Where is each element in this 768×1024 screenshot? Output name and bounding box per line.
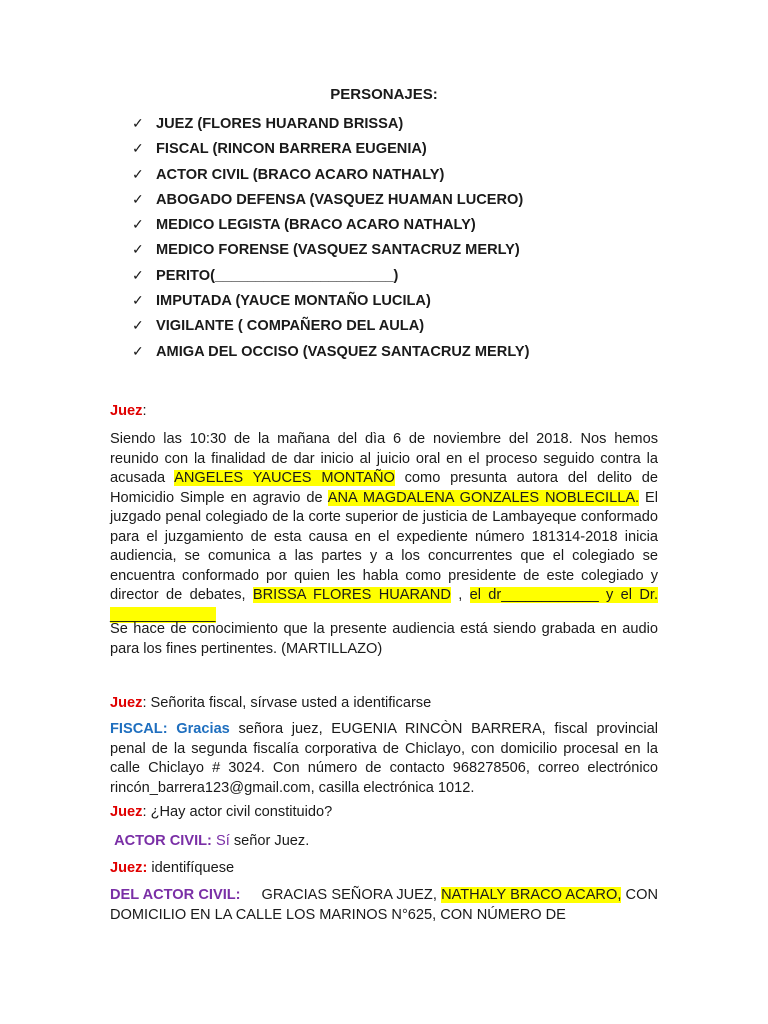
speaker-label: Juez: [110, 695, 143, 711]
check-icon: ✓: [132, 190, 144, 207]
cast-entry: AMIGA DEL OCCISO (VASQUEZ SANTACRUZ MERLY): [156, 343, 530, 360]
list-item: [132, 290, 530, 315]
dialogue-line: [110, 832, 658, 852]
cast-entry: JUEZ (FLORES HUARAND BRISSA): [156, 116, 404, 132]
highlight-name: BRISSA FLORES HUARAND: [252, 587, 451, 603]
check-icon: ✓: [132, 241, 144, 258]
cast-entry: IMPUTADA (YAUCE MONTAÑO LUCILA): [156, 293, 431, 310]
text: GRACIAS SEÑORA JUEZ,: [240, 887, 442, 903]
speaker-label: Juez:: [110, 860, 148, 876]
check-icon: ✓: [132, 140, 144, 157]
check-icon: ✓: [132, 342, 144, 359]
cast-entry: FISCAL (RINCON BARRERA EUGENIA): [156, 141, 427, 158]
list-item: [132, 341, 530, 366]
colon: :: [235, 887, 241, 903]
check-icon: ✓: [132, 292, 144, 309]
cast-entry: VIGILANTE ( COMPAÑERO DEL AULA): [156, 318, 425, 335]
speaker-heading-juez: [110, 402, 658, 422]
list-item: [132, 214, 530, 239]
colon: :: [142, 403, 147, 419]
cast-entry: PERITO(______________________): [156, 267, 399, 284]
dialogue-line: [110, 803, 658, 823]
check-icon: ✓: [132, 266, 144, 283]
dialogue-line: [110, 859, 658, 879]
recording-notice-paragraph: Se hace de conocimiento que la presente audiencia está siendo grabada en audio para los fines pertinentes. (MARTILLAZO): [110, 621, 658, 657]
check-icon: ✓: [132, 165, 144, 182]
list-item: [132, 315, 530, 340]
text: Gracias: [176, 721, 230, 737]
cast-entry: ABOGADO DEFENSA (VASQUEZ HUAMAN LUCERO): [156, 191, 524, 208]
text: identifíquese: [147, 860, 235, 876]
colon: :: [142, 804, 147, 820]
check-icon: ✓: [132, 317, 144, 334]
text: El juzgado penal colegiado de la corte superior de justicia de Lambayeque conformado para el juzgamiento de esta causa en el expediente número 181314-2018 inicia audiencia, se comunica a las partes y a los concurrentes que el colegiado se encuentra conformado por quien les habla como presidente de este colegiado y director de debates,: [110, 489, 658, 603]
colon: :: [207, 833, 212, 849]
judge-opening-paragraph: [110, 430, 658, 625]
cast-list: [132, 113, 530, 366]
speaker-label: Juez: [110, 403, 143, 419]
text: ¿Hay actor civil constituido?: [150, 804, 333, 820]
text: ,: [450, 587, 470, 603]
list-item: [132, 164, 530, 189]
check-icon: ✓: [132, 216, 144, 233]
text: CON DOMICILIO EN LA CALLE LOS MARINOS N°625, CON NÚMERO DE: [110, 887, 658, 923]
dialogue-line: [110, 694, 658, 714]
highlight-name: ANA MAGDALENA GONZALES NOBLECILLA.: [327, 489, 640, 506]
cast-entry: MEDICO LEGISTA (BRACO ACARO NATHALY): [156, 217, 476, 234]
text: señora juez, EUGENIA RINCÒN BARRERA, fiscal provincial penal de la segunda fiscalía corporativa de Chiclayo, con domicilio procesal en la calle Chiclayo # 3024. Con número de contacto 968278506, correo electrónico rincón_barrera123@gmail.com, casilla electrónica 1012.: [110, 721, 658, 796]
dialogue-line-fiscal: [110, 720, 658, 798]
dialogue-line-actor-civil: [110, 886, 658, 925]
list-item: [132, 265, 530, 290]
check-icon: ✓: [132, 115, 144, 131]
cast-entry: MEDICO FORENSE (VASQUEZ SANTACRUZ MERLY): [156, 242, 520, 259]
highlight-blank: el dr____________ y el Dr. _____________: [110, 587, 658, 623]
highlight-name: ANGELES YAUCES MONTAÑO: [174, 470, 395, 486]
list-item: [132, 239, 530, 264]
page-title: PERSONAJES:: [330, 86, 438, 103]
speaker-label: Juez: [110, 804, 143, 820]
text: : Señorita fiscal, sírvase usted a identificarse: [142, 695, 432, 711]
list-item: [132, 189, 530, 214]
text: Siendo las 10:30 de la mañana del dìa 6 de noviembre del 2018. Nos hemos reunido con la finalidad de dar inicio al juicio oral en el proceso seguido contra la acusada: [110, 431, 658, 486]
highlight-name: NATHALY BRACO ACARO,: [441, 887, 622, 903]
list-item: [132, 138, 530, 163]
cast-entry: ACTOR CIVIL (BRACO ACARO NATHALY): [156, 166, 445, 183]
text: señor Juez.: [229, 833, 310, 849]
list-item: [132, 113, 530, 138]
speaker-label: ACTOR CIVIL: [114, 833, 208, 849]
text: como presunta autora del delito de Homicidio Simple en agravio de: [110, 470, 658, 506]
speaker-label: DEL ACTOR CIVIL: [110, 887, 236, 903]
text: Sí: [215, 833, 230, 849]
speaker-label: FISCAL:: [110, 721, 168, 737]
